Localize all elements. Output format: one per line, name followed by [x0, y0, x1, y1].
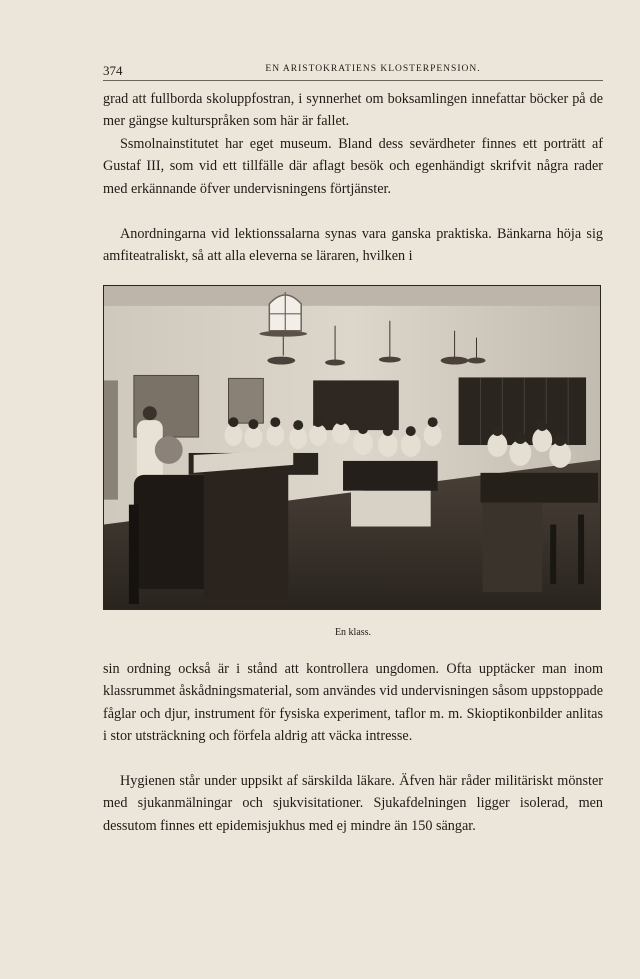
paragraph-continued: grad att fullborda skoluppfostran, i synnerhet om boksamlingen innefattar böcker på de mer gängse kulturspråken som här är fallet. — [103, 91, 603, 130]
paragraph-hygiene: Hygienen står under uppsikt af särskilda läkare. Äfven här råder militäriskt mönster med sjukanmälningar och sjukvisitationer. Sjukafdelningen ligger isolerad, men dessutom finnes ett epidemisjukhus med ej mindre än 150 sängar. — [103, 773, 603, 834]
page-header — [103, 60, 603, 81]
paragraph-control: sin ordning också är i stånd att kontrollera ungdomen. Ofta upptäcker man inom klassrummet åskådningsmaterial, som användes vid undervisningen såsom uppstoppade fåglar och djur, instrument för fysiska experiment, taflor m. m. Skioptikonbilder anlitas i stor utsträckning och förfela aldrig att väcka intresse. — [103, 661, 603, 745]
classroom-photograph — [103, 285, 601, 610]
running-title: EN ARISTOKRATIENS KLOSTERPENSION. — [265, 64, 481, 74]
figure-caption: En klass. — [334, 627, 372, 638]
paragraph-museum: Ssmolnainstitutet har eget museum. Bland dess sevärdheter finnes ett porträtt af Gustaf III, som vid ett tillfälle där aflagt besök och egenhändigt skrifvit några rader med erkännande öfver undervisningens förtjänster. — [103, 136, 603, 197]
page-number: 374 — [103, 63, 123, 78]
classroom-photo-illustration — [104, 286, 600, 609]
paragraph-lecture-halls: Anordningarna vid lektionssalarna synas vara ganska praktiska. Bänkarna höja sig amfiteatraliskt, så att alla eleverna se läraren, hvilken i — [103, 226, 603, 265]
